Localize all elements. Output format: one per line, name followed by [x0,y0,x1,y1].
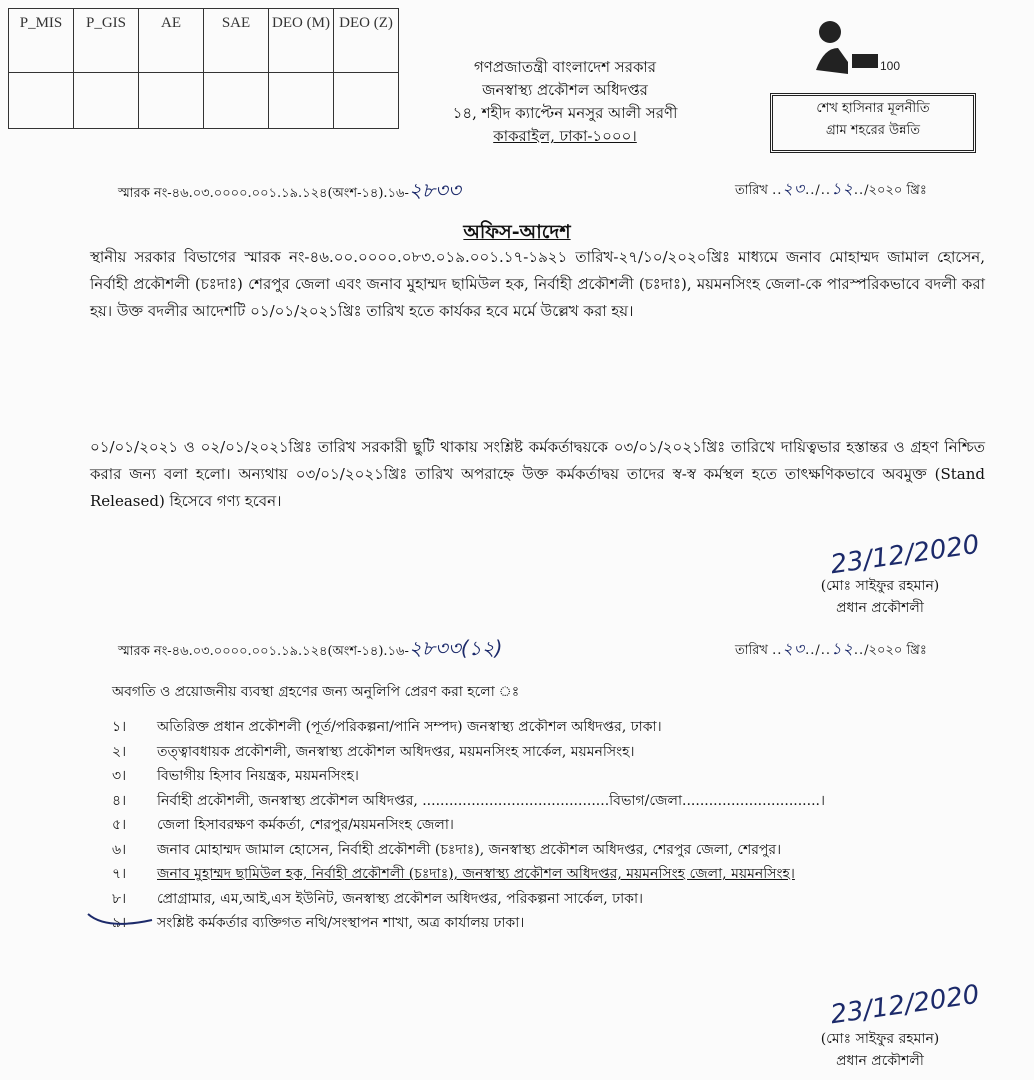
list-item [112,764,1012,789]
routing-cell [334,73,399,129]
date-label: তারিখ [735,183,768,198]
letterhead-line: গণপ্রজাতন্ত্রী বাংলাদেশ সরকার [473,58,657,76]
signatory-designation: প্রধান প্রকৌশলী [836,1053,924,1069]
routing-cell [204,73,269,129]
memo-date-copy: তারিখ ..২৩../..১২../২০২০ খ্রিঃ [735,639,927,658]
routing-header: P_MIS [9,9,74,73]
item-number: ৪। [112,792,127,809]
signatory-block-2 [780,1028,980,1072]
letterhead-line: জনস্বাস্থ্য প্রকৌশল অধিদপ্তর [482,81,648,99]
signatory-block-1 [780,575,980,619]
item-number: ৬। [112,841,127,858]
date-label: তারিখ [735,643,768,658]
routing-cell [9,73,74,129]
mujib-100-logo [808,18,904,82]
item-text: সংশ্লিষ্ট কর্মকর্তার ব্যক্তিগত নথি/সংস্থাপন শাখা, অত্র কার্যালয় ঢাকা। [157,915,525,931]
item-text: বিভাগীয় হিসাব নিয়ন্ত্রক, ময়মনসিংহ। [157,768,359,784]
memo-date: তারিখ ..২৩../..১২../২০২০ খ্রিঃ [735,179,927,198]
item-number: ৭। [112,866,127,882]
motto-line: গ্রাম শহরের উন্নতি [825,123,921,138]
motto-line: শেখ হাসিনার মূলনীতি [816,101,930,116]
signatory-name: (মোঃ সাইফুর রহমান) [820,578,940,594]
signature-2: 23/12/2020 [828,979,982,1031]
handwritten-month: ১২ [831,179,854,198]
handwritten-month: ১২ [831,639,854,658]
item-number: ৩। [112,768,127,784]
item-number: ৫। [112,817,127,833]
list-item [112,838,1012,863]
item-text: তত্ত্বাবধায়ক প্রকৌশলী, জনস্বাস্থ্য প্রকৌশল অধিদপ্তর, ময়মনসিংহ সার্কেল, ময়মনসিংহ। [157,743,635,760]
order-paragraph-1: স্থানীয় সরকার বিভাগের স্মারক নং-৪৬.০০.০০০০.০৮৩.০১৯.০০১.১৭-১৯২১ তারিখ-২৭/১০/২০২০খ্রিঃ মাধ্যমে জনাব মোহাম্মদ জামাল হোসেন, নির্বাহী প্রকৌশলী (চঃদাঃ) শেরপুর জেলা এবং জনাব মুহাম্মদ ছামিউল হক, নির্বাহী প্রকৌশলী (চঃদাঃ), ময়মনসিংহ জেলা-কে পারস্পরিকভাবে বদলী করা হয়। উক্ত বদলীর আদেশটি ০১/০১/২০২১খ্রিঃ তারিখ হতে কার্যকর হবে মর্মে উল্লেখ করা হয়। [90,248,985,320]
item-text: অতিরিক্ত প্রধান প্রকৌশলী (পূর্ত/পরিকল্পনা/পানি সম্পদ) জনস্বাস্থ্য প্রকৌশল অধিদপ্তর, ঢাকা। [157,719,662,735]
date-year: /২০২০ খ্রিঃ [864,183,927,198]
routing-header: SAE [204,9,269,73]
item-text: জনাব মুহাম্মদ ছামিউল হক, নির্বাহী প্রকৌশলী (চঃদাঃ), জনস্বাস্থ্য প্রকৌশল অধিদপ্তর, ময়মনসিংহ জেলা, ময়মনসিংহ। [157,866,795,882]
motto-box [770,93,976,153]
item-text: নির্বাহী প্রকৌশলী, জনস্বাস্থ্য প্রকৌশল অধিদপ্তর, ..........................................বিভাগ/জেলা...............................। [157,792,825,809]
memo-prefix: স্মারক নং-৪৬.০৩.০০০০.০০১.১৯.১২৪(অংশ-১৪).১৬- [118,644,409,659]
item-number: ৮। [112,890,127,907]
routing-header: AE [139,9,204,73]
item-number: ২। [112,743,127,760]
letterhead-line: কাকরাইল, ঢাকা-১০০০। [493,127,637,145]
list-item [112,813,1012,838]
copy-intro: অবগতি ও প্রয়োজনীয় ব্যবস্থা গ্রহণের জন্য অনুলিপি প্রেরণ করা হলো ঃ [112,684,520,700]
document-title: অফিস-আদেশ [463,221,571,243]
handwritten-memo-number: ২৮৩৩ [408,178,461,202]
item-number: ৯। [112,915,127,931]
list-item [112,911,1012,936]
memo-prefix: স্মারক নং-৪৬.০৩.০০০০.০০১.১৯.১২৪(অংশ-১৪).১৬- [118,186,409,201]
handwritten-check-mark [86,908,156,930]
handwritten-memo-number: ২৮৩৩(১২) [408,636,503,660]
memo-number-copy [118,634,502,667]
list-item [112,715,1012,740]
routing-header: P_GIS [74,9,139,73]
routing-header: DEO (M) [269,9,334,73]
item-text: জেলা হিসাবরক্ষণ কর্মকর্তা, শেরপুর/ময়মনসিংহ জেলা। [157,817,454,833]
signatory-designation: প্রধান প্রকৌশলী [836,600,924,616]
copy-distribution-list [112,715,1012,936]
item-number: ১। [112,719,127,735]
routing-cell [139,73,204,129]
list-item [112,740,1012,765]
signatory-name: (মোঃ সাইফুর রহমান) [820,1031,940,1047]
memo-number [118,176,461,209]
list-item [112,789,1012,814]
letterhead-line: ১৪, শহীদ ক্যাপ্টেন মনসুর আলী সরণী [452,104,678,122]
item-text: প্রোগ্রামার, এম,আই,এস ইউনিট, জনস্বাস্থ্য প্রকৌশল অধিদপ্তর, পরিকল্পনা সার্কেল, ঢাকা। [157,890,644,907]
list-item [112,887,1012,912]
routing-table [8,8,399,129]
handwritten-day: ২৩ [782,639,806,658]
routing-cell [269,73,334,129]
item-text: জনাব মোহাম্মদ জামাল হোসেন, নির্বাহী প্রকৌশলী (চঃদাঃ), জনস্বাস্থ্য প্রকৌশল অধিদপ্তর, শেরপুর জেলা, শেরপুর। [157,841,782,858]
svg-text:100: 100 [880,59,901,73]
routing-cell [74,73,139,129]
letterhead [410,56,720,148]
list-item [112,862,1012,887]
order-paragraph-2: ০১/০১/২০২১ ও ০২/০১/২০২১খ্রিঃ তারিখ সরকারী ছুটি থাকায় সংশ্লিষ্ট কর্মকর্তাদ্বয়কে ০৩/০১/২০২১খ্রিঃ তারিখে দায়িত্বভার হস্তান্তর ও গ্রহণ নিশ্চিত করার জন্য বলা হলো। অন্যথায় ০৩/০১/২০২১খ্রিঃ তারিখ অপরাহ্নে উক্ত কর্মকর্তাদ্বয় তাদের স্ব-স্ব কর্মস্থল হতে তাৎক্ষণিকভাবে অবমুক্ত (Stand Released) হিসেবে গণ্য হবেন। [90,438,985,510]
routing-header: DEO (Z) [334,9,399,73]
date-year: /২০২০ খ্রিঃ [864,643,927,658]
signature-1: 23/12/2020 [828,529,982,581]
handwritten-day: ২৩ [782,179,806,198]
